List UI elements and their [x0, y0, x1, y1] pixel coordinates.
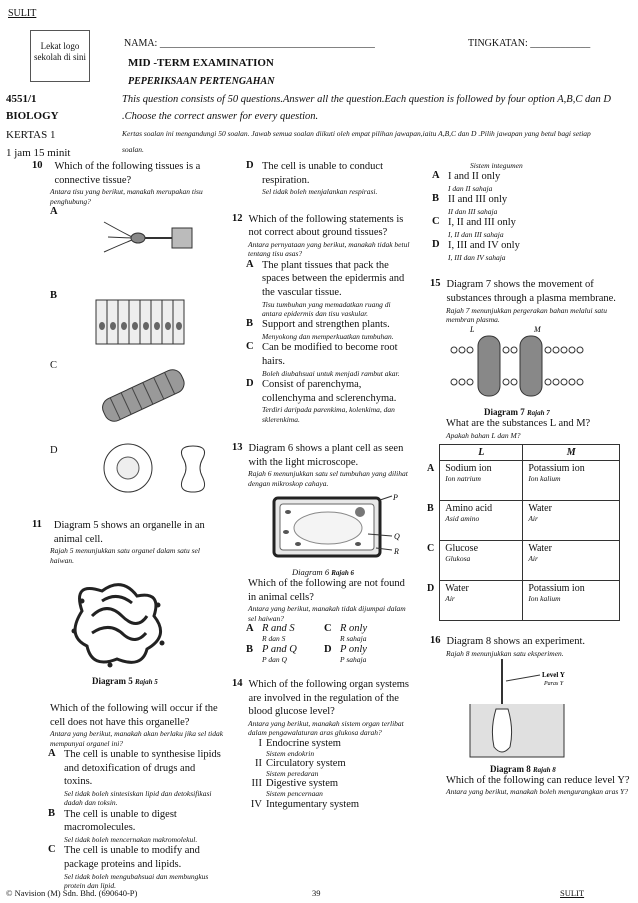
q12-option-d-ms: Terdiri daripada parenkima, kolenkima, dan sklerenkima.	[262, 405, 395, 424]
q12-option-b-ms: Menyokong dan memperkuatkan tumbuhan.	[262, 332, 394, 341]
muscle-tissue-image	[92, 360, 192, 430]
q15-option-a[interactable]: A Sodium ion Ion natrium Potassium ion Ion kalium	[422, 461, 620, 501]
q14-number: 14	[232, 677, 243, 689]
q11-option-d-ms: Sel tidak boleh menjalankan respirasi.	[262, 187, 378, 197]
q13-option-c[interactable]: R only	[340, 623, 368, 635]
exam-subtitle: PEPERIKSAAN PERTENGAHAN	[128, 76, 275, 87]
q15-options-table	[422, 444, 620, 621]
q13-option-b-ms: P dan Q	[262, 654, 287, 664]
page-number: 39	[312, 888, 321, 898]
q12-option-a[interactable]: The plant tissues that pack the spaces between the epidermis and the vascular tissue.	[262, 259, 405, 298]
column-3	[427, 161, 630, 797]
label-m: M	[534, 325, 541, 335]
diagram8-caption-ms: Rajah 8	[533, 765, 556, 774]
q12-option-c[interactable]: Can be modified to become root hairs.	[262, 342, 398, 368]
q11-option-b[interactable]: The cell is unable to digest macromolecules.	[64, 808, 177, 834]
q11-label-c: C	[48, 844, 56, 856]
q13-option-b[interactable]: P and Q	[262, 643, 297, 655]
subject: BIOLOGY	[6, 110, 59, 122]
logo-placeholder: Lekat logo sekolah di sini	[30, 30, 90, 82]
columnar-epithelium-image	[92, 290, 188, 352]
q11-number: 11	[32, 519, 42, 530]
q16-question: Which of the following can reduce level Y?	[446, 774, 630, 786]
experiment-image	[460, 659, 580, 759]
label-p: P	[393, 493, 398, 503]
col-l-header: L	[440, 445, 523, 461]
publisher-credit: © Navision (M) Sdn. Bhd. (690640-P)	[6, 888, 138, 898]
q15-text-ms: Rajah 7 menunjukkan pergerakan bahan melalui satu membran plasma.	[446, 305, 607, 325]
name-field[interactable]: NAMA: ___________________________________________	[124, 38, 375, 49]
diagram6-caption-ms: Rajah 6	[331, 569, 354, 578]
q10-text-ms: Antara tisu yang berikut, manakah merupakan tisu penghubung?	[50, 187, 203, 206]
q10-text: Which of the following tissues is a connective tissue?	[54, 161, 201, 186]
diagram6-caption: Diagram 6	[292, 567, 330, 578]
q11-option-c-ms: Sel tidak boleh mengubahsuai dan membungkus protein dan lipid.	[64, 871, 209, 891]
q11-option-b-ms: Sel tidak boleh mencernakan makromolekul.	[64, 835, 198, 845]
q15-number: 15	[430, 278, 441, 290]
q11-label-b: B	[48, 807, 56, 819]
blood-cells-image	[98, 440, 222, 498]
instructions-en: This question consists of 50 questions.Answer all the question.Each question is followed by four option A,B,C dan D .Choose the correct answer for every question.	[122, 94, 611, 122]
column-2	[232, 160, 410, 810]
level-y-label: Level Y	[542, 670, 565, 679]
tingkatan-field[interactable]: TINGKATAN: ____________	[468, 38, 591, 49]
q15-question: What are the substances L and M?	[446, 418, 591, 430]
duration: 1 jam 15 minit	[6, 147, 71, 159]
q13-text-ms: Rajah 6 menunjukkan satu sel tumbuhan yang dilihat dengan mikroskop cahaya.	[248, 469, 408, 488]
q11	[32, 519, 224, 890]
q16-question-ms: Antara yang berikut, manakah boleh mengurangkan aras Y?	[446, 787, 629, 797]
q12-label-d: D	[246, 378, 254, 390]
q11-label-d: D	[246, 160, 254, 171]
q11-text-ms: Rajah 5 menunjukkan satu organel dalam satu sel haiwan.	[50, 546, 200, 565]
q14-text-ms: Antara yang berikut, manakah sistem organ terlibat dalam pengawalaturan aras glukosa darah?	[248, 718, 404, 738]
q10-number: 10	[32, 160, 43, 171]
q13-options: A R and S R dan S C R only R sahaja B P and Q P dan Q D P only P sahaja	[246, 623, 368, 664]
q13-option-d[interactable]: P only	[340, 643, 367, 655]
diagram5-caption-ms: Rajah 5	[135, 678, 158, 687]
q13-number: 13	[232, 442, 243, 454]
q13-text: Diagram 6 shows a plant cell as seen with the light microscope.	[248, 443, 404, 468]
q11-text: Diagram 5 shows an organelle in an animal cell.	[53, 520, 205, 545]
q14-item-1: Endocrine system	[266, 737, 341, 749]
col-m-header: M	[523, 445, 620, 461]
exam-title: MID -TERM EXAMINATION	[128, 57, 274, 69]
q12-option-a-ms: Tisu tumbuhan yang memadatkan ruang di antara epidermis dan tisu vaskular.	[262, 299, 391, 318]
diagram8-caption: Diagram 8	[490, 763, 531, 774]
instructions-ms: Kertas soalan ini mengandungi 50 soalan. Jawab semua soalan diikuti oleh empat pilihan jawapan,iaitu A,B,C dan D .Pilih jawapan yang betul bagi setiap soalan.	[122, 129, 591, 154]
label-l: L	[470, 325, 475, 335]
plasma-membrane-image	[448, 324, 588, 402]
q12-text-ms: Antara pernyataan yang berikut, manakah tidak betul tentang tisu asas?	[248, 239, 410, 259]
q14-item-2: Circulatory system	[266, 757, 346, 769]
q14-option-a[interactable]: I and II only	[448, 171, 501, 183]
q12-number: 12	[232, 212, 243, 224]
organelle-image	[62, 571, 174, 671]
q15-text: Diagram 7 shows the movement of substances through a plasma membrane.	[446, 279, 616, 305]
q10-option-b[interactable]: B	[50, 290, 58, 301]
q10-option-a[interactable]: A	[50, 206, 58, 218]
diagram7-caption: Diagram 7	[484, 407, 525, 418]
neuron-tissue-image	[102, 212, 194, 262]
paper-number: KERTAS 1	[6, 129, 56, 141]
q11-label-a: A	[48, 748, 56, 760]
q14-items: I Endocrine system Sistem endokrin II Circulatory system Sistem peredaran III Digestive system Sistem pencernaan IV Integumentary system	[250, 737, 360, 810]
q11-option-d[interactable]: The cell is unable to conduct respiration.	[262, 161, 384, 186]
sulit-bottom: SULIT	[560, 888, 585, 898]
q12-label-c: C	[246, 341, 254, 353]
q12-option-b[interactable]: Support and strengthen plants.	[262, 319, 390, 331]
q12-option-d[interactable]: Consist of parenchyma, collenchyma and sclerenchyma.	[262, 379, 397, 404]
q15-option-b[interactable]: B Amino acid Asid amino Water Air	[422, 501, 620, 541]
q13-option-a[interactable]: R and S	[262, 623, 295, 635]
q12-text: Which of the following statements is not correct about ground tissues?	[248, 213, 404, 239]
q16-text: Diagram 8 shows an experiment.	[446, 636, 586, 648]
q13-question-ms: Antara yang berikut, manakah tidak dijumpai dalam sel haiwan?	[248, 604, 406, 623]
q11-option-c[interactable]: The cell is unable to modify and package proteins and lipids.	[64, 845, 200, 871]
q16-number: 16	[430, 635, 441, 647]
q14-option-d[interactable]: I, III and IV only	[448, 240, 520, 252]
q14-item-4-ms: Sistem integumen	[470, 161, 523, 170]
q14-item-3: Digestive system	[266, 778, 339, 790]
plant-cell-image	[268, 492, 408, 562]
label-q: Q	[394, 532, 400, 542]
q11-option-a-ms: Sel tidak boleh sintesiskan lipid dan detoksifikasi dadah dan toksin.	[64, 788, 212, 808]
q13-question: Which of the following are not found in animal cells?	[248, 578, 405, 603]
q16-text-ms: Rajah 8 menunjukkan satu eksperimen.	[446, 649, 564, 659]
q12-label-b: B	[246, 318, 254, 330]
sulit-top: SULIT	[8, 8, 37, 19]
column-1	[32, 160, 224, 456]
paper-code: 4551/1	[6, 93, 37, 105]
q14-option-b[interactable]: II and III only	[448, 194, 508, 206]
q14-options: A I and II only I dan II sahaja B II and III only II dan III sahaja C I, II and III only I, II dan III sahaja D I, III and IV only I, III dan IV sahaja	[432, 170, 520, 263]
q11-option-a[interactable]: The cell is unable to synthesise lipids and detoxification of drugs and toxins.	[64, 749, 221, 788]
q14-text: Which of the following organ systems are involved in the regulation of the blood glucose level?	[248, 678, 409, 718]
q12-option-c-ms: Boleh diubahsuai untuk menjadi rambut akar.	[262, 368, 400, 378]
label-r: R	[394, 547, 399, 557]
q10-option-c[interactable]: C	[50, 360, 58, 371]
q11-question: Which of the following will occur if the cell does not have this organelle?	[50, 703, 218, 728]
q11-question-ms: Antara yang berikut, manakah akan berlaku jika sel tidak mempunyai organel ini?	[50, 729, 224, 748]
q15-option-d[interactable]: D Water Air Potassium ion Ion kalium	[422, 581, 620, 621]
q14-item-4: Integumentary system	[266, 798, 360, 810]
q13-option-d-ms: P sahaja	[340, 654, 367, 664]
level-y-label-ms: Paras Y	[544, 680, 564, 687]
diagram7-caption-ms: Rajah 7	[527, 409, 550, 418]
q13-option-a-ms: R dan S	[262, 634, 286, 644]
q12-label-a: A	[246, 258, 254, 270]
diagram5-caption: Diagram 5	[92, 676, 133, 687]
q15-question-ms: Apakah bahan L dan M?	[446, 431, 521, 441]
q15-option-c[interactable]: C Glucose Glukosa Water Air	[422, 541, 620, 581]
q14-option-c[interactable]: I, II and III only	[448, 217, 516, 229]
q10-option-d[interactable]: D	[50, 445, 58, 456]
q13-option-c-ms: R sahaja	[340, 634, 367, 644]
